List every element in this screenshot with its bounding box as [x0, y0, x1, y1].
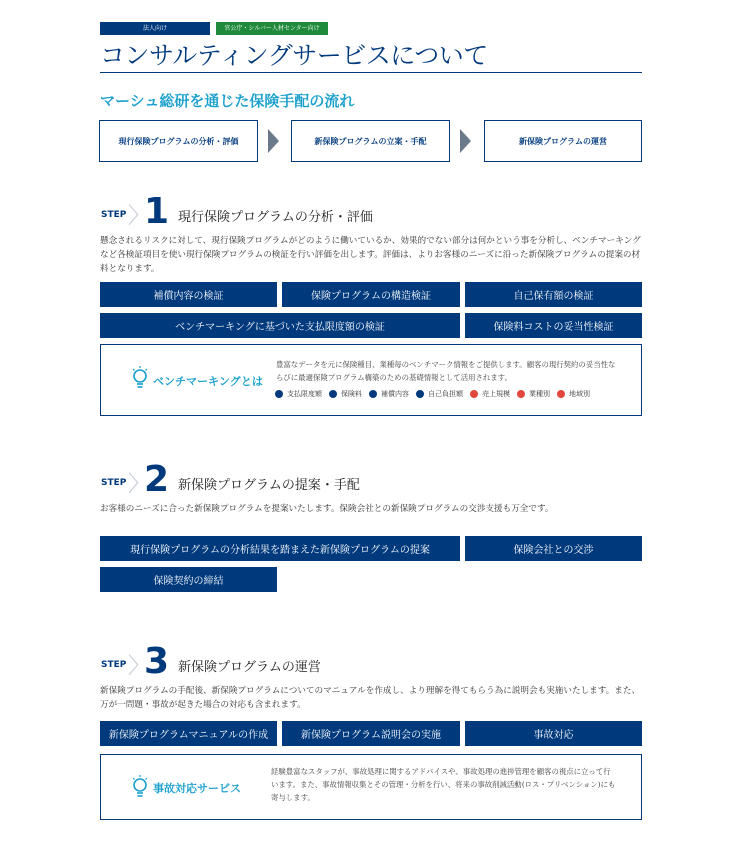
step-2-description: お客様のニーズに合った新保険プログラムを提案いたします。保険会社との新保険プログラムの交渉支援も万全です。	[100, 504, 554, 514]
lightbulb-icon	[131, 774, 149, 800]
accident-service-info-box	[100, 754, 642, 820]
step-3-number: 3	[144, 641, 170, 682]
step-1-number: 1	[144, 191, 170, 232]
legend-dot	[329, 390, 337, 398]
flow-box-operation	[484, 120, 642, 162]
benchmarking-info-box	[100, 344, 642, 416]
legend-dot	[470, 390, 478, 398]
page-title: コンサルティングサービスについて	[100, 41, 488, 70]
accident-service-label: 事故対応サービス	[153, 782, 241, 795]
flow-box-analysis	[99, 120, 258, 162]
legend-dot	[416, 390, 424, 398]
benchmarking-label: ベンチマーキングとは	[153, 375, 263, 388]
legend-dot	[275, 390, 283, 398]
step-3-label: STEP	[101, 660, 127, 670]
step-1-description: 懸念されるリスクに対して、現行保険プログラムがどのように働いているか、効果的でない部分は何かという事を分析し、ベンチマーキングなど各検証項目を使い現行保険プログラムの検証を行い評価を出します。評価は、よりお客様のニーズに沿った新保険プログラムの提案の材料となります。	[100, 236, 641, 274]
title-divider	[100, 72, 642, 73]
legend-item	[517, 389, 550, 399]
legend-label: 自己負担額	[428, 390, 463, 398]
new-program-proposal-button[interactable]: 現行保険プログラムの分析結果を踏まえた新保険プログラムの提案	[100, 536, 460, 561]
legend-label: 支払限度額	[287, 390, 322, 398]
legend-item	[329, 389, 362, 399]
flow-arrow	[460, 129, 471, 153]
step-2-number: 2	[144, 459, 170, 500]
flow-box-label: 現行保険プログラムの分析・評価	[118, 136, 239, 146]
flow-arrow	[268, 129, 279, 153]
step-2-label: STEP	[101, 478, 127, 488]
step-3-description: 新保険プログラムの手配後、新保険プログラムについてのマニュアルを作成し、より理解を得てもらう為に説明会も実施いたします。また、万が一問題・事故が起きた場合の対応も含まれます。	[100, 686, 641, 710]
premium-cost-verification-button[interactable]: 保険料コストの妥当性検証	[465, 313, 642, 338]
legend-dot	[517, 390, 525, 398]
flow-heading: マーシュ総研を通じた保険手配の流れ	[100, 92, 355, 110]
flow-box-planning	[291, 120, 450, 162]
lightbulb-icon	[131, 365, 149, 391]
legend-dot	[557, 390, 565, 398]
benchmark-legend	[275, 389, 590, 399]
manual-creation-button[interactable]: 新保険プログラムマニュアルの作成	[100, 721, 277, 746]
chevron-right-icon: 〉	[128, 654, 151, 679]
chevron-right-icon: 〉	[128, 472, 151, 497]
benchmarking-text: 豊富なデータを元に保険種目、業種毎のベンチマーク情報をご提供します。顧客の現行契約の妥当性ならびに最適保険プログラム構築のための基礎情報として活用されます。	[276, 360, 616, 382]
accident-service-text: 経験豊富なスタッフが、事故処理に関するアドバイスや、事故処理の進捗管理を顧客の視点に立って行います。また、事故情報収集とその管理・分析を行い、将来の事故削減活動(ロス・プリベンション)にも寄与します。	[271, 767, 616, 802]
benchmark-limit-verification-button[interactable]: ベンチマーキングに基づいた支払限度額の検証	[100, 313, 460, 338]
legend-label: 業種別	[529, 390, 550, 398]
contract-conclusion-button[interactable]: 保険契約の締結	[100, 567, 277, 592]
legend-label: 補償内容	[381, 390, 409, 398]
coverage-verification-button[interactable]: 補償内容の検証	[100, 282, 277, 307]
step-2-title: 新保険プログラムの提案・手配	[178, 478, 360, 493]
step-3-title: 新保険プログラムの運営	[178, 660, 321, 675]
retention-verification-button[interactable]: 自己保有額の検証	[465, 282, 642, 307]
legend-item	[470, 389, 510, 399]
flow-box-label: 新保険プログラムの立案・手配	[314, 136, 427, 146]
legend-label: 売上規模	[482, 390, 510, 398]
legend-item	[275, 389, 322, 399]
legend-dot	[369, 390, 377, 398]
legend-item	[416, 389, 463, 399]
step-1-title: 現行保険プログラムの分析・評価	[178, 210, 373, 225]
legend-item	[557, 389, 590, 399]
program-structure-verification-button[interactable]: 保険プログラムの構造検証	[282, 282, 460, 307]
legend-label: 保険料	[341, 390, 362, 398]
briefing-session-button[interactable]: 新保険プログラム説明会の実施	[282, 721, 460, 746]
insurer-negotiation-button[interactable]: 保険会社との交渉	[465, 536, 642, 561]
legend-item	[369, 389, 409, 399]
step-1-label: STEP	[101, 210, 127, 220]
legend-label: 地域別	[569, 390, 590, 398]
flow-box-label: 新保険プログラムの運営	[519, 136, 607, 146]
public-sector-tag: 官公庁・シルバー人材センター向け	[216, 22, 328, 35]
corporate-tag: 法人向け	[100, 22, 210, 35]
chevron-right-icon: 〉	[128, 204, 151, 229]
accident-response-button[interactable]: 事故対応	[465, 721, 642, 746]
